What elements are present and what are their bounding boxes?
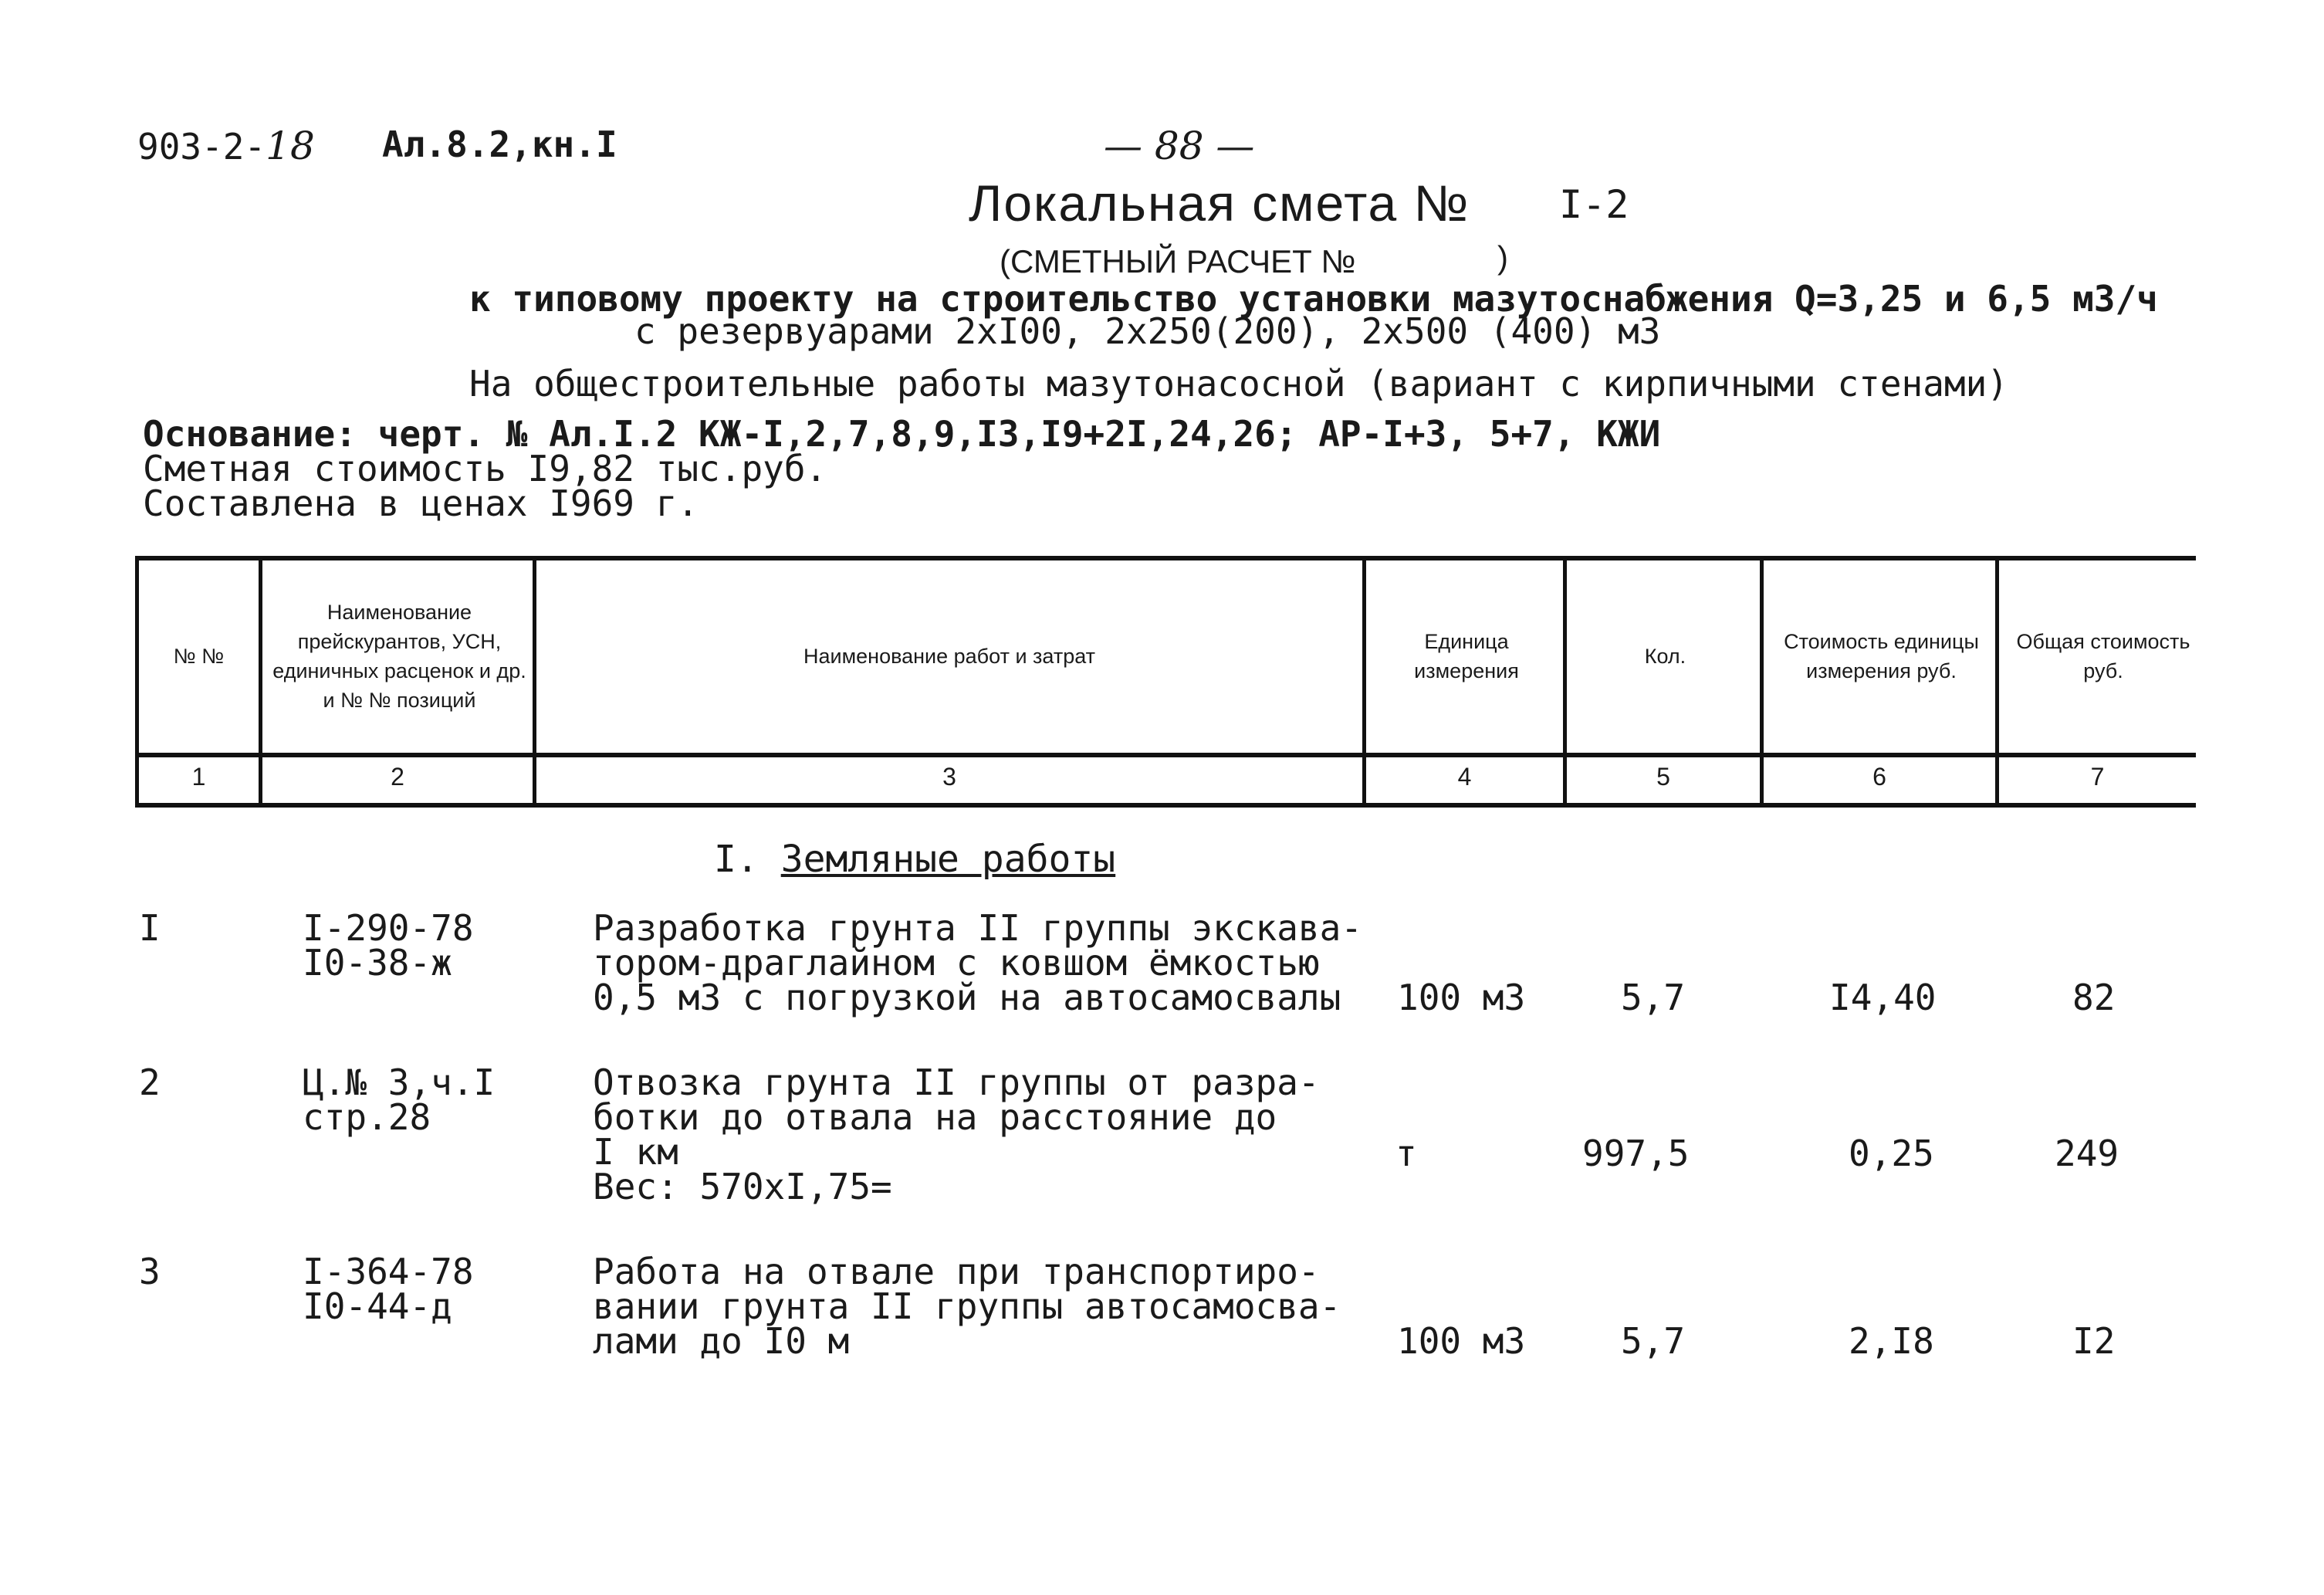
- column-header-num: № №: [173, 645, 225, 668]
- row-price-code: Ц.№ 3,ч.I стр.28: [303, 1062, 496, 1138]
- column-header-price-code: Наименование прейскурантов, УСН, единичных расценок и др. и № № позиций: [272, 601, 526, 712]
- column-header-total-cost: Общая стоимость руб.: [2016, 630, 2190, 682]
- table-header: [135, 556, 2196, 811]
- column-number-5: 5: [1656, 763, 1670, 791]
- row-unit: т: [1395, 1133, 1417, 1174]
- subtitle: (СМЕТНЫЙ РАСЧЕТ №: [1000, 243, 1356, 279]
- column-number-4: 4: [1457, 763, 1472, 791]
- row-number: 2: [139, 1062, 161, 1103]
- album-reference: Ал.8.2,кн.I: [382, 124, 617, 165]
- row-total-cost: I2: [2072, 1320, 2116, 1362]
- row-work-name: Разработка грунта II группы экскава- тором-драглайном с ковшом ёмкостью 0,5 м3 с погрузкой на автосамосвалы: [593, 907, 1362, 1018]
- section-title: [714, 838, 1115, 881]
- row-unit-cost: 0,25: [1849, 1133, 1934, 1174]
- row-work-name: Отвозка грунта II группы от разра- ботки до отвала на расстояние до I км Вес: 570хI,75=: [593, 1062, 1320, 1207]
- row-unit: 100 м3: [1397, 1320, 1526, 1362]
- subtitle-close-paren: ): [1497, 239, 1508, 276]
- document-number-handwritten: 18: [266, 124, 315, 168]
- row-total-cost: 249: [2055, 1133, 2119, 1174]
- page-number: — 88 —: [1104, 124, 1255, 168]
- row-price-code: I-364-78 I0-44-д: [303, 1251, 474, 1327]
- row-unit-cost: I4,40: [1829, 977, 1937, 1018]
- project-line-2: с резервуарами 2хI00, 2х250(200), 2х500 (400) м3: [634, 310, 1661, 352]
- document-number-printed: 903-2-: [137, 126, 266, 168]
- row-unit: 100 м3: [1397, 977, 1526, 1018]
- project-line-1: к типовому проекту на строительство установки мазутоснабжения Q=3,25 и 6,5 м3/ч: [469, 278, 2158, 320]
- page-title: Локальная смета №: [969, 174, 1470, 232]
- column-number-2: 2: [391, 763, 404, 791]
- column-number-1: 1: [191, 763, 206, 791]
- row-number: I: [139, 907, 161, 949]
- row-quantity: 5,7: [1621, 977, 1686, 1018]
- works-description: На общестроительные работы мазутонасосной (вариант с кирпичными стенами): [469, 363, 2008, 405]
- section-number: I.: [714, 838, 759, 881]
- column-header-unit: Единица измерения: [1414, 630, 1519, 682]
- row-price-code: I-290-78 I0-38-ж: [303, 907, 474, 984]
- basis-line: Основание: черт. № Ал.I.2 КЖ-I,2,7,8,9,I3,I9+2I,24,26; АР-I+3, 5+7, КЖИ: [143, 413, 1661, 455]
- column-number-7: 7: [2090, 763, 2105, 791]
- column-header-unit-cost: Стоимость единицы измерения руб.: [1784, 630, 1979, 682]
- estimated-cost: Сметная стоимость I9,82 тыс.руб.: [143, 448, 827, 489]
- section-name: Земляные работы: [780, 838, 1116, 881]
- row-work-name: Работа на отвале при транспортиро- вании грунта II группы автосамосва- лами до I0 м: [593, 1251, 1341, 1362]
- row-quantity: 997,5: [1582, 1133, 1690, 1174]
- column-header-work-name: Наименование работ и затрат: [803, 645, 1095, 668]
- row-number: 3: [139, 1251, 161, 1292]
- row-total-cost: 82: [2072, 977, 2116, 1018]
- column-header-quantity: Кол.: [1644, 645, 1686, 668]
- row-quantity: 5,7: [1621, 1320, 1686, 1362]
- row-unit-cost: 2,I8: [1849, 1320, 1934, 1362]
- document-number: [137, 124, 315, 168]
- column-number-6: 6: [1872, 763, 1886, 791]
- column-number-3: 3: [942, 763, 956, 791]
- estimate-number: I-2: [1559, 182, 1629, 227]
- price-basis: Составлена в ценах I969 г.: [143, 483, 699, 524]
